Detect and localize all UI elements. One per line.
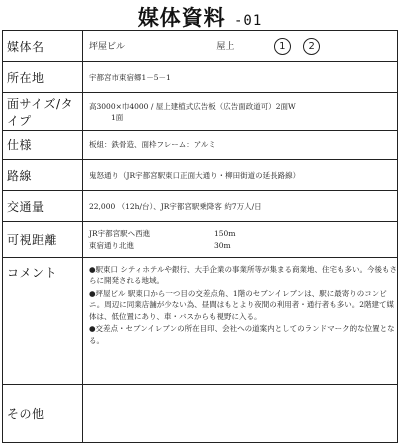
row-media-name: [3, 31, 398, 62]
label-media-name: 媒体名: [3, 31, 83, 62]
visibility-line: JR宇都宮駅へ西進 150m: [89, 228, 236, 238]
media-sub: 屋上: [216, 41, 235, 52]
row-route: [3, 159, 398, 190]
label-other: その他: [3, 384, 83, 442]
row-spec: [3, 130, 398, 159]
value-route: 鬼怒通り（JR宇都宮駅東口正面大通り・柳田街道の延長路線）: [83, 159, 398, 190]
row-visibility: [3, 222, 398, 257]
value-spec: 板組：鉄骨造、面枠フレーム：アルミ: [83, 130, 398, 159]
size-tail: W: [288, 101, 296, 111]
comment-paragraph: ●交差点・セブンイレブンの所在目印、会社への道案内としてのランドマーク的な位置となる。: [89, 324, 395, 345]
value-media-name: [83, 31, 398, 62]
label-spec: 仕様: [3, 130, 83, 159]
label-size: 面サイズ/タイプ: [3, 93, 83, 130]
face-mark-1: 1: [274, 38, 291, 55]
row-other: [3, 384, 398, 442]
size-note: 1面: [111, 112, 124, 122]
title-suffix: -01: [234, 13, 263, 29]
value-comment: [83, 257, 398, 384]
value-size: [83, 93, 398, 130]
visibility-line: 東宿通り北進 30m: [89, 240, 231, 250]
comment-paragraph: ●駅東口 シティホテルや銀行、大手企業の事業所等が集まる商業地、住宅も多い。今後もさらに開発される地域。: [89, 264, 397, 286]
label-location: 所在地: [3, 62, 83, 93]
title-main: 媒体資料: [137, 5, 226, 30]
value-traffic: 22,000 （12h/台）、JR宇都宮駅乗降客 約7万人/日: [83, 191, 398, 222]
comment-paragraph: ●坪屋ビル 駅東口から一つ目の交差点角、1階のセブンイレブンは、駅に最寄りのコンビニ。周辺に同業店舗が少ない為、昼間はもとより夜間の利用者・通行者も多い。2階建て媒体は、低位置にあり、車・バスからも視野に入る。: [89, 288, 394, 321]
label-traffic: 交通量: [3, 191, 83, 222]
value-visibility: [83, 222, 398, 257]
size-main: 高3000×巾4000 / 屋上建植式広告板（広告面政道可）2面: [89, 101, 289, 111]
row-comment: [3, 257, 398, 384]
label-comment: コメント: [3, 257, 83, 384]
face-mark-2: 2: [303, 38, 320, 55]
row-traffic: [3, 191, 398, 222]
row-location: [3, 62, 398, 93]
label-visibility: 可視距離: [3, 222, 83, 257]
value-location: 宇都宮市東宿郷1－5－1: [83, 62, 398, 93]
value-other: [83, 384, 398, 442]
media-name: 坪屋ビル: [89, 41, 126, 52]
row-size: [3, 93, 398, 130]
label-route: 路線: [3, 159, 83, 190]
document-title: [0, 2, 400, 32]
media-info-table: [2, 30, 398, 443]
